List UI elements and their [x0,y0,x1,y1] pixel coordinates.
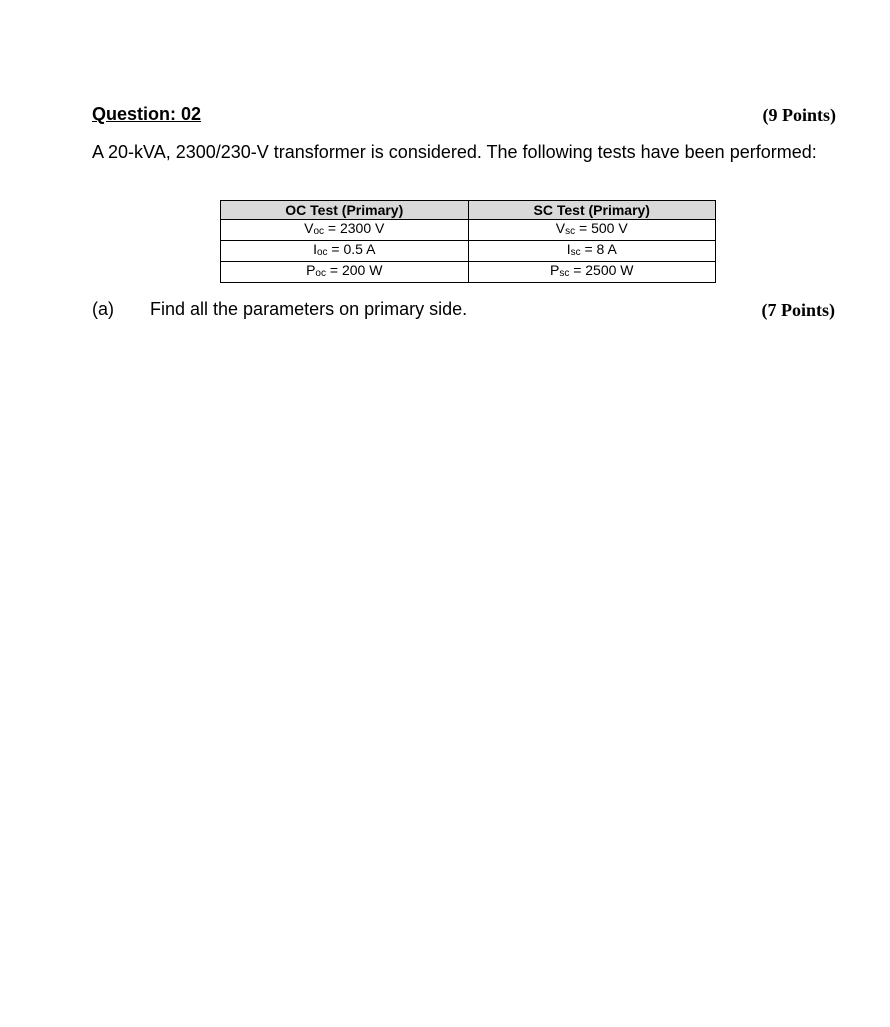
question-intro: A 20-kVA, 2300/230-V transformer is considered. The following tests have been performed: [92,142,817,162]
value: = 200 W [325,262,383,278]
table-row [221,262,716,283]
subscript: sc [570,247,581,258]
sc-test-header: SC Test (Primary) [468,201,716,220]
sc-current-cell [468,241,716,262]
sc-power-cell [468,262,716,283]
table-header-row [221,201,716,220]
oc-power-cell [221,262,469,283]
oc-test-header: OC Test (Primary) [221,201,469,220]
symbol: V [304,220,314,236]
subscript: sc [559,268,570,279]
symbol: P [549,262,560,278]
value: = 0.5 A [327,241,376,257]
symbol: I [566,241,571,257]
symbol: I [313,241,317,257]
sc-voltage-cell [468,220,716,241]
part-a-label: (a) [92,299,114,319]
symbol: P [306,262,316,278]
part-a-text: Find all the parameters on primary side. [150,299,468,319]
symbol: V [555,220,566,236]
value: = 2500 W [569,262,634,278]
part-a-points: (7 Points) [761,300,835,320]
subscript: oc [316,247,328,258]
subscript: oc [315,268,326,279]
test-results-table [220,200,716,283]
table-row [221,220,716,241]
oc-voltage-cell [221,220,469,241]
subscript: sc [565,226,576,237]
oc-current-cell [221,241,469,262]
subscript: oc [313,226,325,237]
question-points: (9 Points) [762,105,836,125]
table-row [221,241,716,262]
value: = 2300 V [324,220,385,236]
value: = 8 A [580,241,617,257]
question-title: Question: 02 [92,104,202,124]
value: = 500 V [575,220,628,236]
